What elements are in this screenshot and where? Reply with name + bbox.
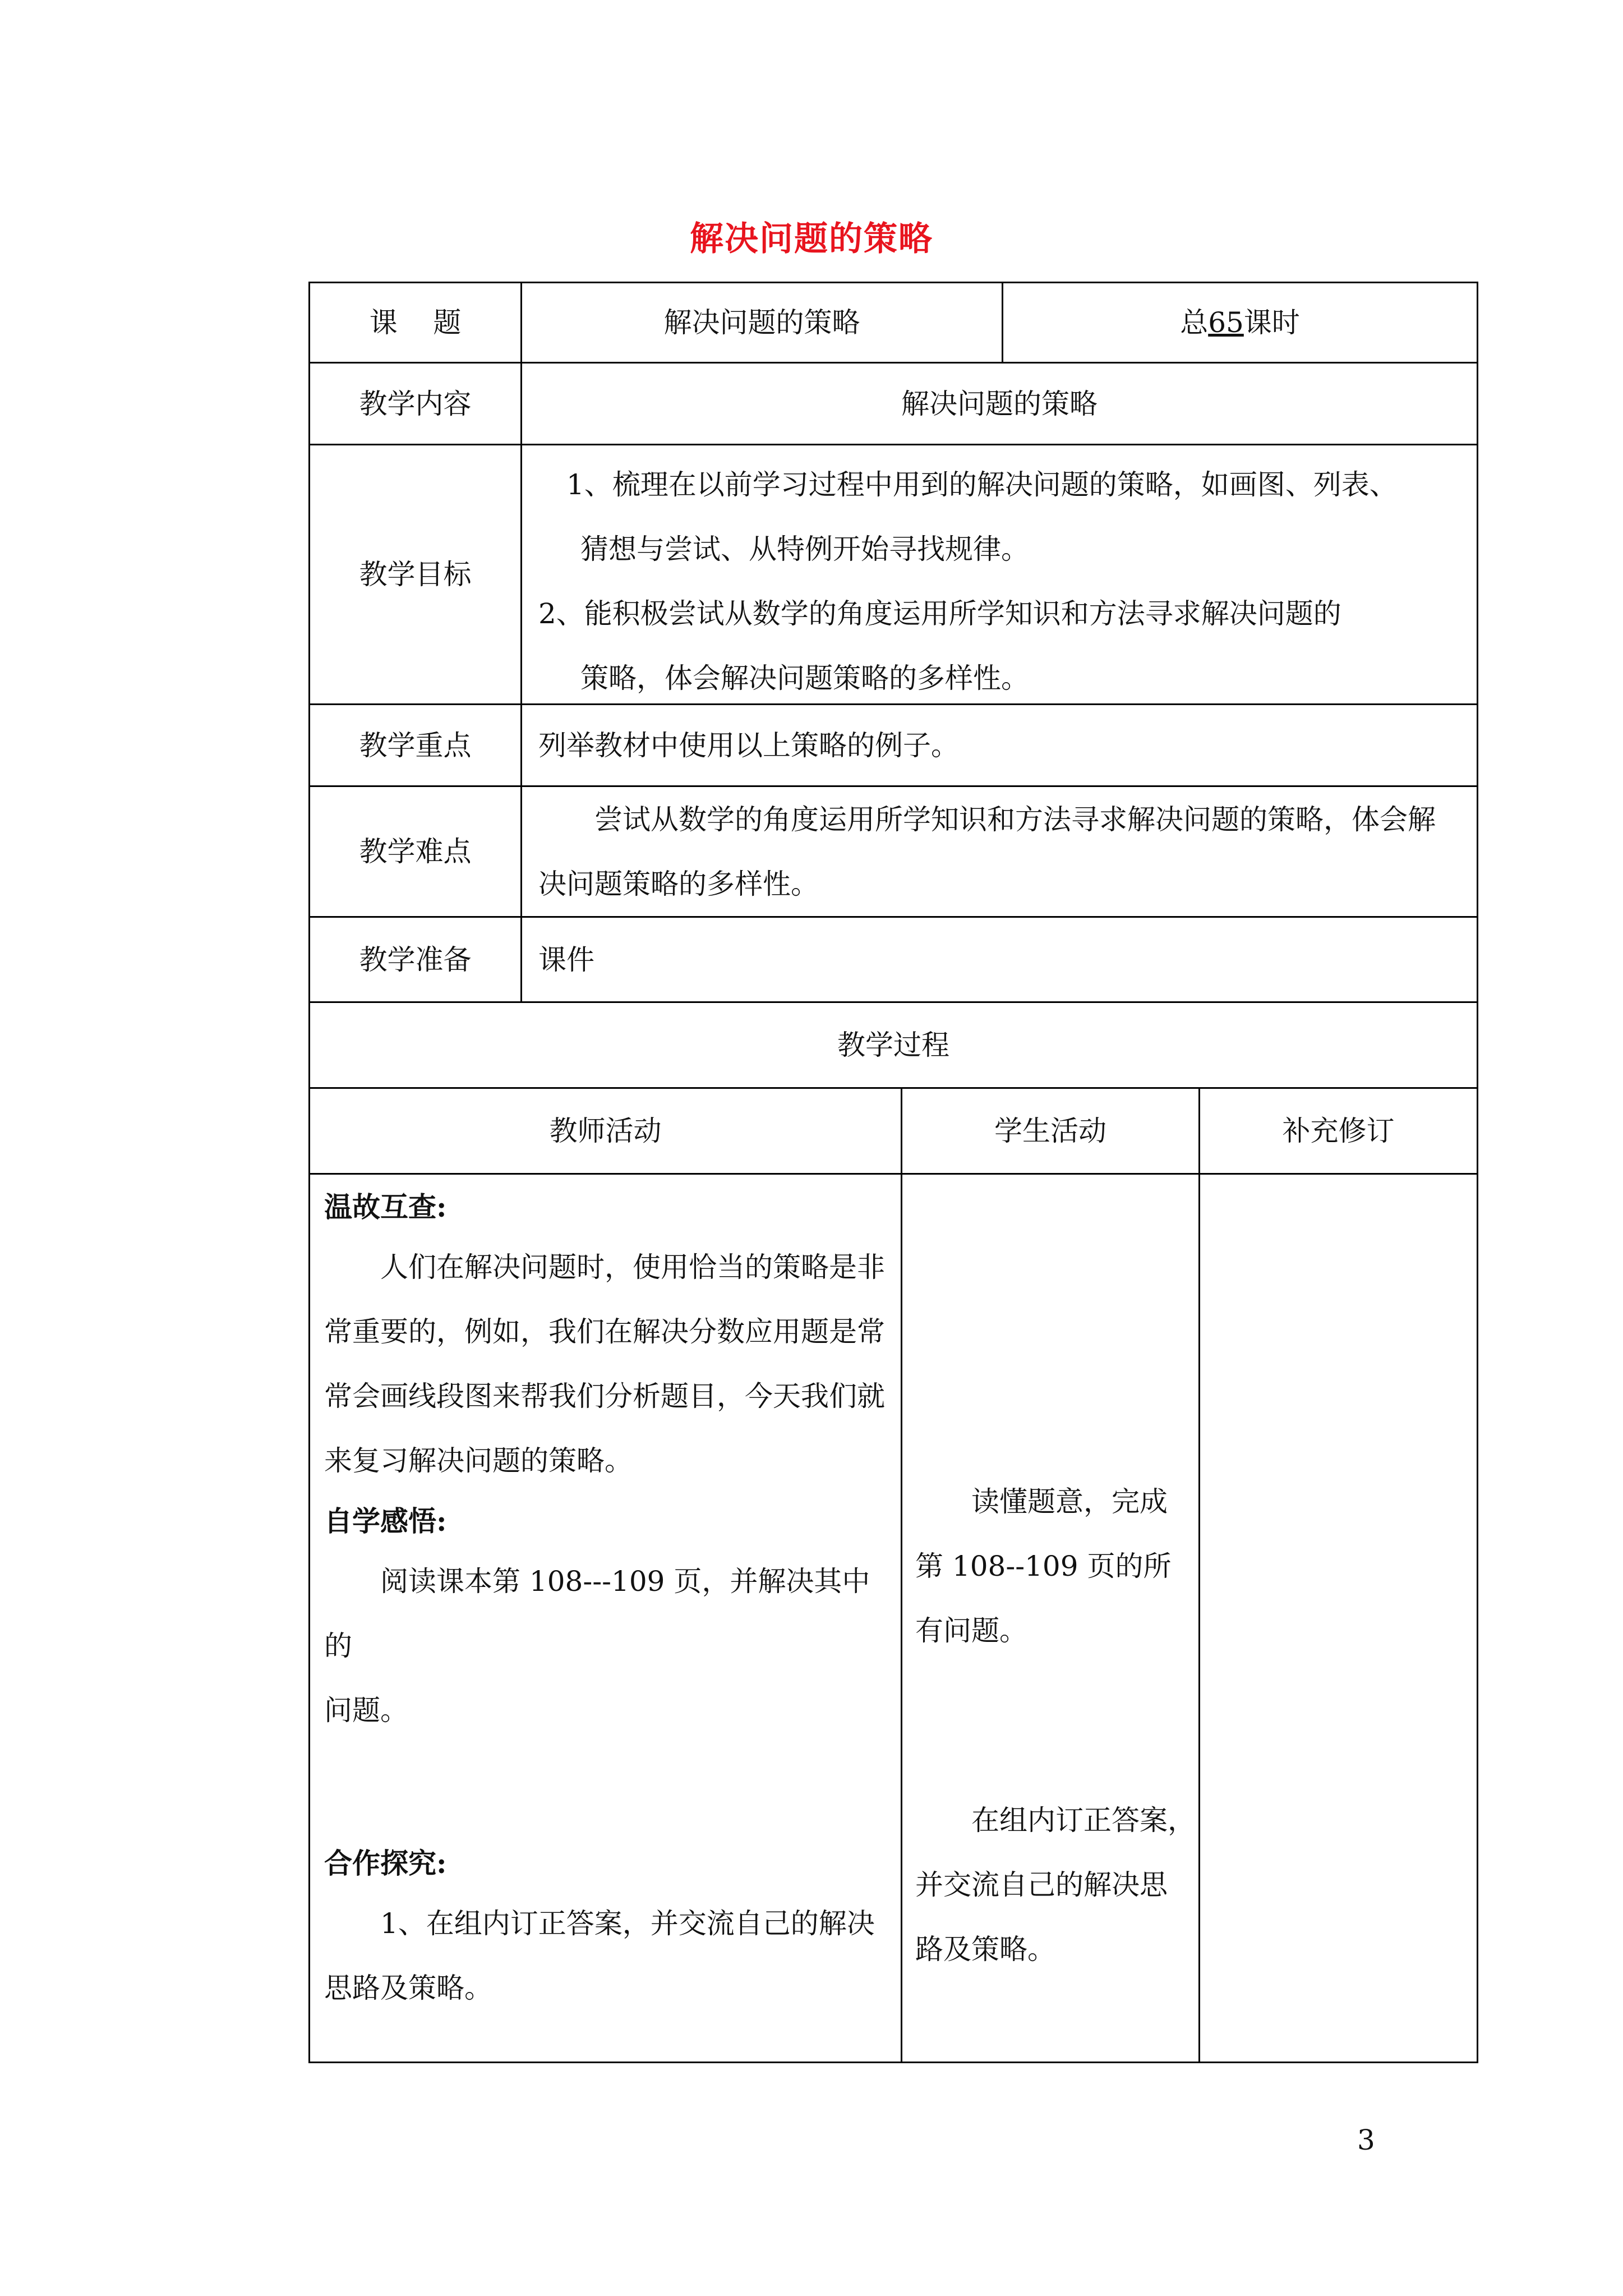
review-line-4: 来复习解决问题的策略。 [324,1444,633,1477]
review-heading: 温故互查: [324,1190,447,1223]
student-activity-header: 学生活动 [994,1115,1106,1147]
student-1-line-2: 第 108--109 页的所 [915,1550,1172,1582]
key-points-label: 教学重点 [359,729,472,762]
cooperation-heading: 合作探究: [324,1847,447,1880]
key-points-value: 列举教材中使用以上策略的例子。 [538,729,959,762]
self-study-heading: 自学感悟: [324,1504,447,1538]
student-1-line-3: 有问题。 [915,1614,1027,1647]
self-study-line-1: 阅读课本第 108---109 页，并解决其中的 [324,1565,870,1662]
document-title: 解决问题的策略 [690,219,933,259]
difficulties-line-1: 尝试从数学的角度运用所学知识和方法寻求解决问题的策略，体会解 [594,803,1436,836]
objective-2-line-2: 策略，体会解决问题策略的多样性。 [580,662,1029,694]
content-label: 教学内容 [359,387,472,420]
teacher-activity-header: 教师活动 [549,1115,662,1147]
student-activity-block-1 [915,1470,1196,1663]
page-number: 3 [1357,2124,1375,2156]
process-heading: 教学过程 [837,1029,949,1061]
student-activity-block-2 [915,1788,1196,1982]
difficulties-label: 教学难点 [359,835,472,868]
difficulties-line-2: 决问题策略的多样性。 [538,868,819,900]
total-prefix: 总 [1180,306,1209,339]
difficulties-text [538,788,1475,917]
student-2-line-3: 路及策略。 [915,1933,1055,1966]
lesson-name: 解决问题的策略 [663,306,860,339]
total-number: 65 [1208,306,1244,339]
preparation-value: 课件 [538,943,594,976]
objective-1-line-2: 猜想与尝试、从特例开始寻找规律。 [580,533,1029,565]
cooperation-line-1: 1、在组内订正答案，并交流自己的解决 [380,1907,875,1940]
objectives-text [538,453,1469,711]
topic-label: 课 题 [369,306,462,339]
notes-header: 补充修订 [1282,1115,1395,1147]
objectives-label: 教学目标 [359,558,472,591]
review-line-1: 人们在解决问题时，使用恰当的策略是非 [380,1251,885,1283]
student-2-line-1: 在组内订正答案， [971,1804,1196,1837]
total-suffix: 课时 [1243,306,1300,339]
content-value: 解决问题的策略 [901,387,1098,420]
student-1-line-1: 读懂题意，完成 [971,1485,1168,1518]
total-lessons [1003,283,1477,362]
lesson-plan-table [308,282,1478,2063]
student-2-line-2: 并交流自己的解决思 [915,1869,1168,1901]
objective-2-line-1: 2、能积极尝试从数学的角度运用所学知识和方法寻求解决问题的 [538,597,1341,630]
self-study-line-2: 问题。 [324,1694,408,1727]
preparation-label: 教学准备 [359,943,472,976]
cooperation-line-2: 思路及策略。 [324,1972,492,2004]
review-line-3: 常会画线段图来帮我们分析题目，今天我们就 [324,1380,885,1412]
objective-1-line-1: 1、梳理在以前学习过程中用到的解决问题的策略，如画图、列表、 [566,468,1398,501]
teacher-activity [324,1179,896,2021]
review-line-2: 常重要的，例如，我们在解决分数应用题是常 [324,1315,885,1348]
